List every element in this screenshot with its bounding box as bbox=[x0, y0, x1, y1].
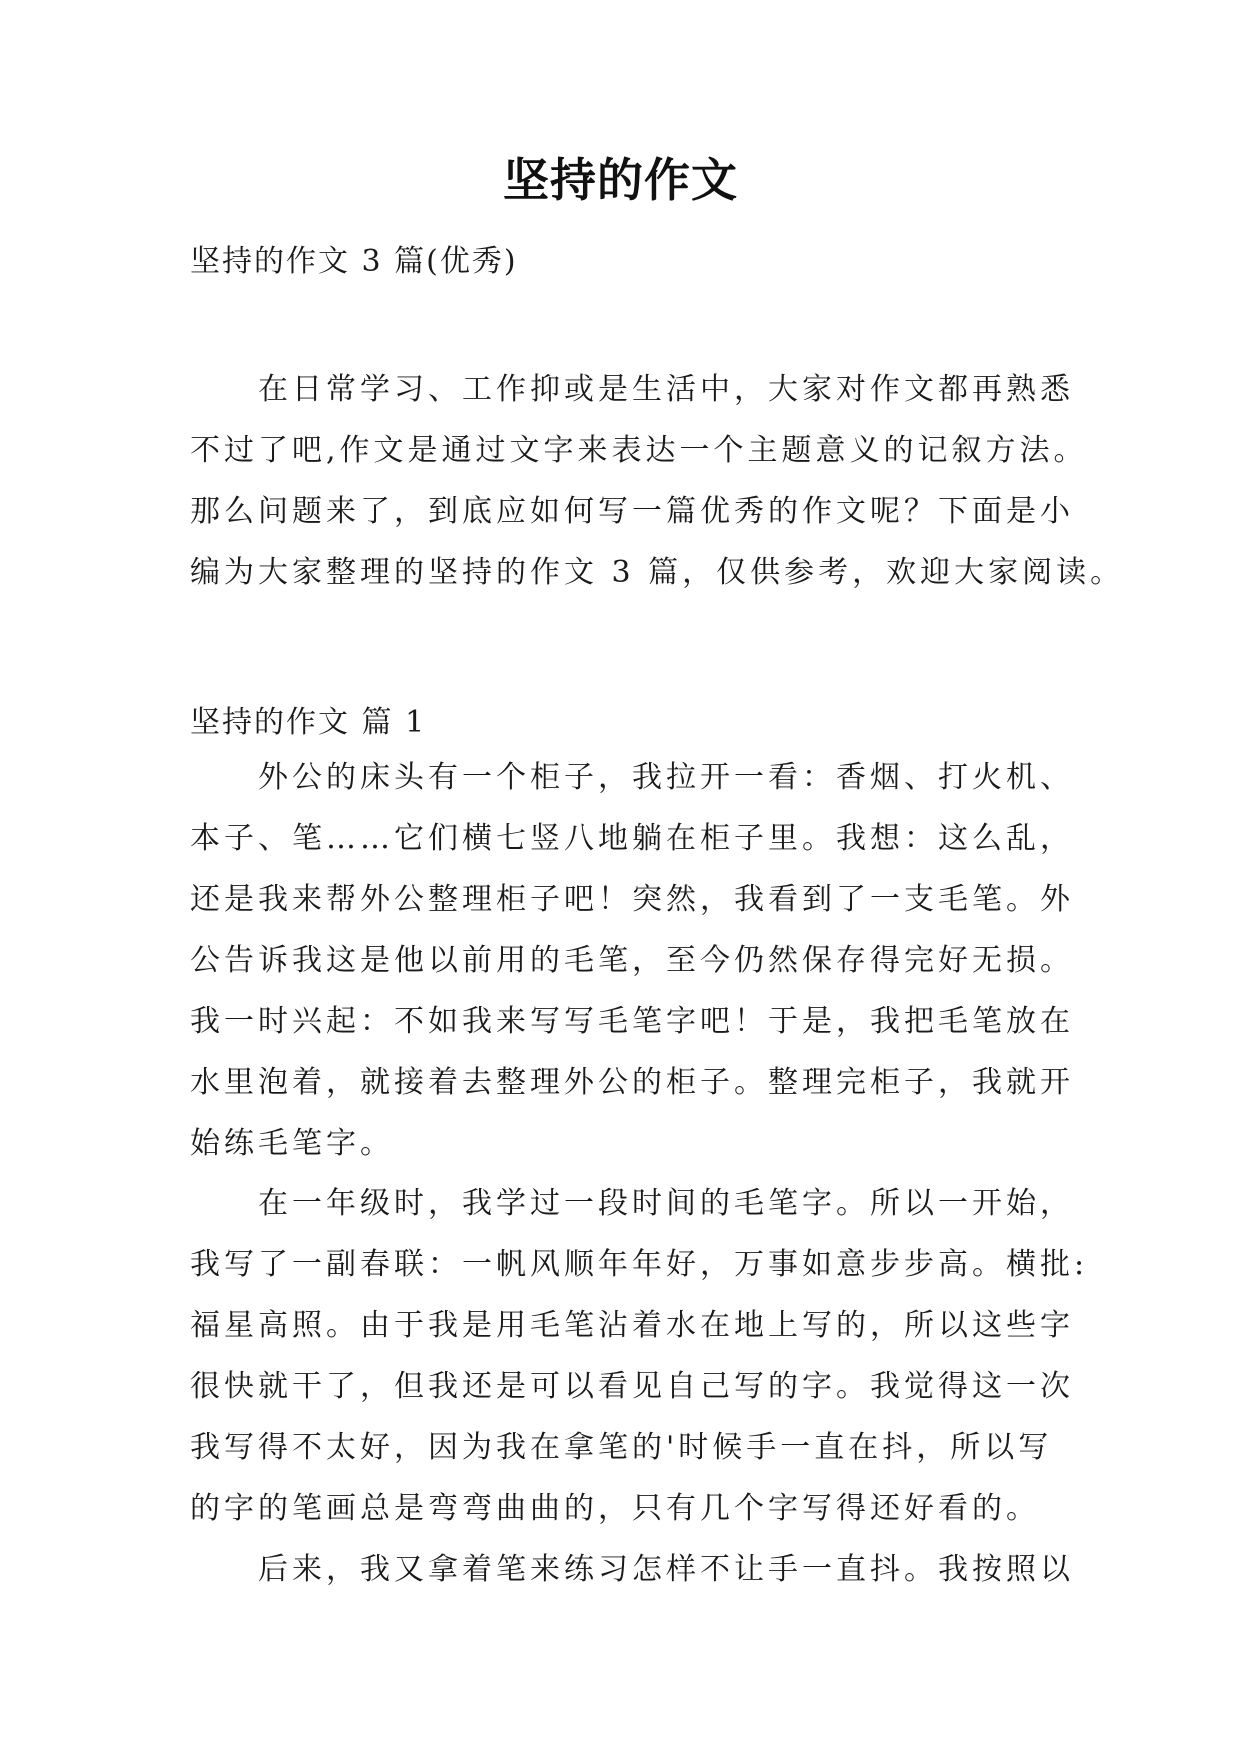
intro-paragraph bbox=[190, 359, 1125, 603]
intro-line: 那么问题来了，到底应如何写一篇优秀的作文呢？下面是小 bbox=[190, 494, 1074, 529]
paragraph-2 bbox=[190, 1173, 1089, 1539]
intro-line: 不过了吧,作文是通过文字来表达一个主题意义的记叙方法。 bbox=[190, 433, 1088, 468]
paragraph-line: 很快就干了，但我还是可以看见自己写的字。我觉得这一次 bbox=[190, 1369, 1074, 1404]
paragraph-line: 我一时兴起：不如我来写写毛笔字吧！于是，我把毛笔放在 bbox=[190, 1004, 1074, 1039]
paragraph-line: 始练毛笔字。 bbox=[190, 1126, 394, 1161]
paragraph-line: 公告诉我这是他以前用的毛笔，至今仍然保存得完好无损。 bbox=[190, 943, 1074, 978]
intro-line: 编为大家整理的坚持的作文 3 篇，仅供参考，欢迎大家阅读。 bbox=[190, 555, 1125, 590]
document-title: 坚持的作文 bbox=[503, 153, 738, 207]
paragraph-line: 外公的床头有一个柜子，我拉开一看：香烟、打火机、 bbox=[258, 760, 1074, 795]
paragraph-line: 在一年级时，我学过一段时间的毛笔字。所以一开始， bbox=[258, 1186, 1074, 1221]
paragraph-line: 还是我来帮外公整理柜子吧！突然，我看到了一支毛笔。外 bbox=[190, 882, 1074, 917]
paragraph-1 bbox=[190, 747, 1074, 1174]
paragraph-line: 后来，我又拿着笔来练习怎样不让手一直抖。我按照以 bbox=[258, 1552, 1074, 1587]
intro-line: 在日常学习、工作抑或是生活中，大家对作文都再熟悉 bbox=[258, 372, 1074, 407]
paragraph-line: 的字的笔画总是弯弯曲曲的，只有几个字写得还好看的。 bbox=[190, 1491, 1040, 1526]
document-subtitle: 坚持的作文 3 篇(优秀) bbox=[190, 244, 518, 279]
paragraph-line: 水里泡着，就接着去整理外公的柜子。整理完柜子，我就开 bbox=[190, 1065, 1074, 1100]
paragraph-3 bbox=[190, 1539, 1074, 1600]
paragraph-line: 我写了一副春联：一帆风顺年年好，万事如意步步高。横批: bbox=[190, 1247, 1089, 1282]
paragraph-line: 福星高照。由于我是用毛笔沾着水在地上写的，所以这些字 bbox=[190, 1308, 1074, 1343]
section-heading: 坚持的作文 篇 1 bbox=[190, 705, 427, 740]
paragraph-line: 我写得不太好，因为我在拿笔的'时候手一直在抖，所以写 bbox=[190, 1430, 1053, 1465]
paragraph-line: 本子、笔……它们横七竖八地躺在柜子里。我想：这么乱， bbox=[190, 821, 1074, 856]
